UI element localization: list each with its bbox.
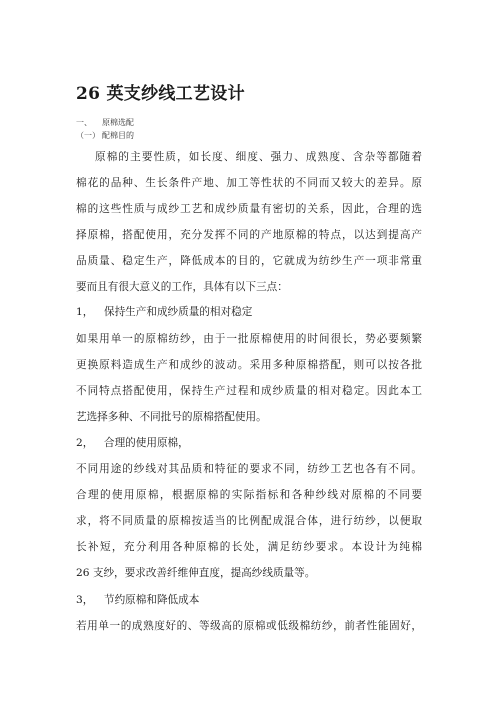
point-title: 合理的使用原棉， — [104, 437, 189, 449]
paragraph-line: 艺选择多种、不同批号的原棉搭配使用。 — [76, 411, 267, 423]
paragraph-line: 求，将不同质量的原棉按适当的比例配成混合体，进行纺纱，以便取 — [76, 515, 422, 527]
subsection-number: （一） — [76, 131, 100, 140]
numbered-heading — [76, 594, 199, 607]
paragraph-line: 如果用单一的原棉纺纱，由于一批原棉使用的时间很长，势必要频繁 — [76, 333, 422, 345]
paragraph-line: 合理的使用原棉，根据原棉的实际指标和各种纱线对原棉的不同要 — [76, 489, 422, 501]
subsection-title: 配棉目的 — [102, 131, 134, 140]
point-title: 保持生产和成纱质量的相对稳定 — [104, 306, 253, 318]
paragraph-line: 原棉的主要性质，如长度、细度、强力、成熟度、含杂等都随着 — [95, 151, 422, 163]
paragraph-line: 26 支纱，要求改善纤维伸直度，提高纱线质量等。 — [76, 567, 316, 579]
point-number: 3， — [76, 594, 94, 606]
section-heading — [76, 117, 134, 128]
point-number: 2， — [76, 437, 94, 449]
paragraph-line: 不同特点搭配使用，保持生产过程和成纱质量的相对稳定。因此本工 — [76, 385, 422, 397]
point-number: 1， — [76, 306, 94, 318]
numbered-heading — [76, 437, 189, 450]
numbered-heading — [76, 306, 252, 319]
paragraph-line: 棉的这些性质与成纱工艺和成纱质量有密切的关系，因此，合理的选 — [76, 203, 422, 215]
paragraph-line: 若用单一的成熟度好的、等级高的原棉或低级棉纺纱，前者性能固好， — [76, 620, 422, 632]
document-title: 26 英支纱线工艺设计 — [76, 84, 245, 104]
paragraph-line: 品质量、稳定生产，降低成本的目的，它就成为纺纱生产一项非常重 — [76, 255, 422, 267]
paragraph-line: 棉花的品种、生长条件产地、加工等性状的不同而又较大的差异。原 — [76, 177, 422, 189]
paragraph-line: 更换原料造成生产和成纱的波动。采用多种原棉搭配，则可以按各批 — [76, 359, 422, 371]
section-number: 一、 — [76, 118, 92, 127]
paragraph-line: 要而且有很大意义的工作，具体有以下三点： — [76, 281, 288, 293]
paragraph-line: 不同用途的纱线对其品质和特征的要求不同，纺纱工艺也各有不同。 — [76, 463, 422, 475]
paragraph-line: 长补短，充分利用各种原棉的长处，满足纺纱要求。本设计为纯棉 — [76, 541, 422, 553]
point-title: 节约原棉和降低成本 — [104, 594, 200, 606]
subsection-heading — [76, 130, 134, 141]
section-title: 原棉选配 — [102, 118, 134, 127]
paragraph-line: 择原棉，搭配使用，充分发挥不同的产地原棉的特点，以达到提高产 — [76, 229, 422, 241]
